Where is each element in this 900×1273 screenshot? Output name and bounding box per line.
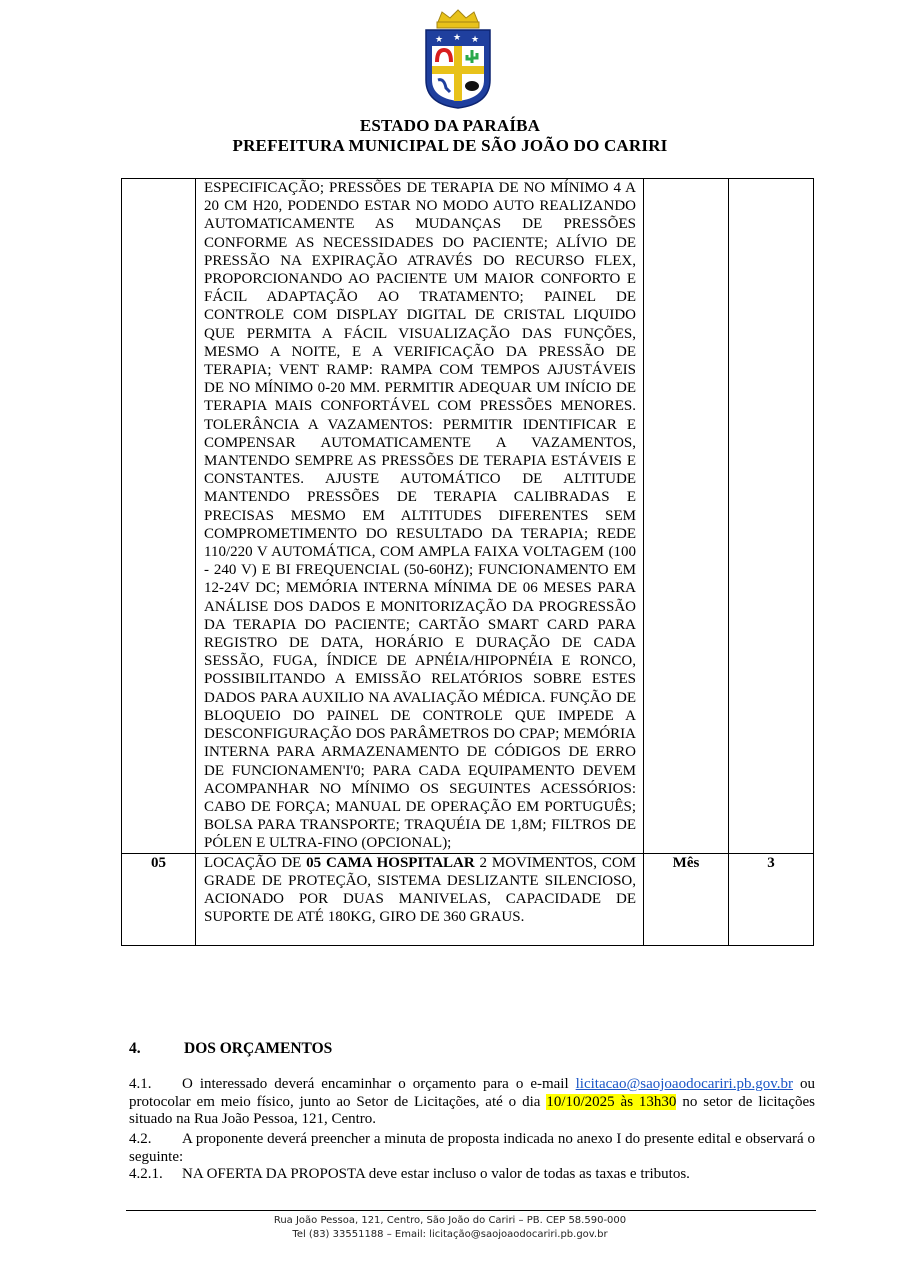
quantity-cell bbox=[729, 179, 814, 854]
footer-divider bbox=[126, 1210, 816, 1211]
item-description-prefix: LOCAÇÃO DE bbox=[204, 854, 307, 871]
header-municipality: PREFEITURA MUNICIPAL DE SÃO JOÃO DO CARIRI bbox=[232, 136, 668, 155]
item-quantity: 3 bbox=[767, 854, 775, 871]
item-number-cell bbox=[122, 179, 196, 854]
table-row bbox=[122, 853, 814, 945]
item-description-cell bbox=[196, 179, 644, 854]
paragraph-text: A proponente deverá preencher a minuta de proposta indicada no anexo I do presente edital e observará o seguinte: bbox=[129, 1131, 815, 1165]
svg-text:★: ★ bbox=[453, 33, 462, 43]
footer-address: Rua João Pessoa, 121, Centro, São João do Cariri – PB. CEP 58.590-000 bbox=[273, 1215, 627, 1226]
paragraph-4-2-1 bbox=[129, 1166, 815, 1184]
footer-contact: Tel (83) 33551188 – Email: licitação@saojoaodocariri.pb.gov.br bbox=[292, 1229, 608, 1240]
paragraph-4-2 bbox=[129, 1131, 815, 1166]
paragraph-text: ou protocolar em meio físico, junto ao Setor de Licitações, até o dia bbox=[129, 1076, 815, 1110]
svg-text:★: ★ bbox=[435, 35, 444, 45]
table-row bbox=[122, 179, 814, 854]
paragraph-4-1 bbox=[129, 1076, 815, 1129]
municipal-crest-icon bbox=[418, 8, 498, 112]
items-table bbox=[121, 178, 814, 946]
header-state: ESTADO DA PARAÍBA bbox=[359, 116, 541, 135]
quantity-cell bbox=[729, 853, 814, 945]
paragraph-number: 4.2. bbox=[129, 1131, 152, 1147]
item-description-cell bbox=[196, 853, 644, 945]
item-description-suffix: 2 MOVIMENTOS, COM GRADE DE PROTEÇÃO, SISTEMA DESLIZANTE SILENCIOSO, ACIONADO POR DUAS MANIVELAS, CAPACIDADE DE SUPORTE DE ATÉ 180KG, GIRO DE 360 GRAUS. bbox=[204, 854, 636, 926]
section-number: 4. bbox=[129, 1040, 141, 1057]
paragraph-number: 4.2.1. bbox=[129, 1166, 163, 1182]
paragraph-text: no setor de licitações situado na Rua João Pessoa, 121, Centro. bbox=[129, 1093, 815, 1127]
svg-text:★: ★ bbox=[471, 35, 480, 45]
unit-cell bbox=[644, 853, 729, 945]
section-title-text: DOS ORÇAMENTOS bbox=[184, 1040, 333, 1057]
paragraph-number: 4.1. bbox=[129, 1076, 152, 1092]
item-number: 05 bbox=[151, 854, 166, 871]
item-number-cell bbox=[122, 853, 196, 945]
item-description-continued: ESPECIFICAÇÃO; PRESSÕES DE TERAPIA DE NO MÍNIMO 4 A 20 CM H20, PODENDO ESTAR NO MODO AUTO REALIZANDO AUTOMATICAMENTE AS MUDANÇAS DE PRESSÕES CONFORME AS NECESSIDADES DO PACIENTE; ALÍVIO DE PRESSÃO NA EXPIRAÇÃO ATRAVÉS DO RECURSO FLEX, PROPORCIONANDO AO PACIENTE UM MAIOR CONFORTO E FÁCIL ADAPTAÇÃO AO TRATAMENTO; PAINEL DE CONTROLE COM DISPLAY DIGITAL DE CRISTAL LIQUIDO QUE PERMITA A FÁCIL VISUALIZAÇÃO DAS FUNÇÕES, MESMO A NOITE, E A VERIFICAÇÃO DA PRESSÃO DE TERAPIA; VENT RAMP: RAMPA COM TEMPOS AJUSTÁVEIS DE NO MÍNIMO 0-20 MM. PERMITIR ADEQUAR UM INÍCIO DE TERAPIA MAIS CONFORTÁVEL COM PRESSÕES MENORES. TOLERÂNCIA A VAZAMENTOS: PERMITIR IDENTIFICAR E COMPENSAR AUTOMATICAMENTE A VAZAMENTOS, MANTENDO SEMPRE AS PRESSÕES DE TERAPIA ESTÁVEIS E CONSTANTES. AJUSTE AUTOMÁTICO DE ALTITUDE MANTENDO PRESSÕES DE TERAPIA CALIBRADAS E PRECISAS MESMO EM ALTITUDES DIFERENTES SEM COMPROMETIMENTO DO RESULTADO DA TERAPIA; REDE 110/220 V AUTOMÁTICA, COM AMPLA FAIXA VOLTAGEM (100 - 240 V) E BI FREQUENCIAL (50-60HZ); FUNCIONAMENTO EM 12-24V DC; MEMÓRIA INTERNA MÍNIMA DE 06 MESES PARA ANÁLISE DOS DADOS E MONITORIZAÇÃO DA PROGRESSÃO DA TERAPIA DO PACIENTE; CARTÃO SMART CARD PARA REGISTRO DE DATA, HORÁRIO E DURAÇÃO DE CADA SESSÃO, FUGA, ÍNDICE DE APNÉIA/HIPOPNÉIA E RONCO, POSSIBILITANDO A EMISSÃO RELATÓRIOS SOBRE ESTES DADOS PARA AUXILIO NA AVALIAÇÃO MÉDICA. FUNÇÃO DE BLOQUEIO DO PAINEL DE CONTROLE QUE IMPEDE A DESCONFIGURAÇÃO DOS PARÂMETROS DO CPAP; MEMÓRIA INTERNA PARA ARMAZENAMENTO DE CÓDIGOS DE ERRO DE FUNCIONAMEN'I'0; PARA CADA EQUIPAMENTO DEVEM ACOMPANHAR NO MÍNIMO OS SEGUINTES ACESSÓRIOS: CABO DE FORÇA; MANUAL DE OPERAÇÃO EM PORTUGUÊS; BOLSA PARA TRANSPORTE; TRAQUÉIA DE 1,8M; FILTROS DE PÓLEN E ULTRA-FINO (OPCIONAL); bbox=[204, 180, 636, 852]
unit-cell bbox=[644, 179, 729, 854]
paragraph-text: NA OFERTA DA PROPOSTA deve estar incluso o valor de todas as taxas e tributos. bbox=[182, 1166, 690, 1182]
email-link[interactable]: licitacao@saojoaodocariri.pb.gov.br bbox=[575, 1076, 793, 1092]
section-4-title bbox=[129, 1040, 332, 1058]
deadline-highlight: 10/10/2025 às 13h30 bbox=[546, 1093, 677, 1110]
item-description-bold: 05 CAMA HOSPITALAR bbox=[306, 854, 475, 871]
paragraph-text: O interessado deverá encaminhar o orçamento para o e-mail bbox=[182, 1076, 576, 1092]
item-unit: Mês bbox=[672, 854, 700, 871]
